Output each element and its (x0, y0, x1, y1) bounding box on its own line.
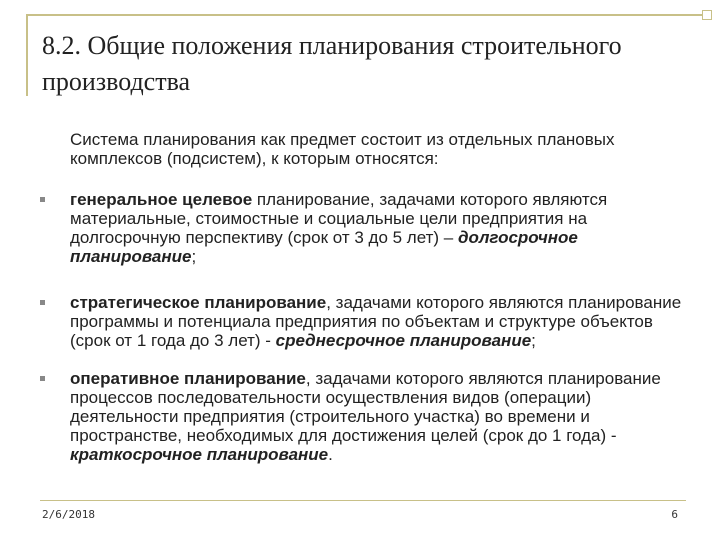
item-term: долгосрочное планирование (70, 228, 578, 266)
footer-date: 2/6/2018 (42, 508, 95, 521)
list-item (40, 190, 690, 266)
bullet-icon (40, 197, 45, 202)
item-text: планирование, задачами которого являются материальные, стоимостные и социальные цели предприятия на долгосрочную перспективу (срок от 3 до 5 лет) – (70, 190, 608, 247)
bullet-icon (40, 376, 45, 381)
item-text: , задачами которого являются планирование программы и потенциала предприятия по объектам и структуре объектов (срок от 1 года до 3 лет) - (70, 293, 682, 350)
footer-divider (40, 500, 686, 501)
item-term: среднесрочное планирование (275, 331, 532, 350)
page-number: 6 (671, 508, 678, 521)
bullet-icon (40, 300, 45, 305)
item-lead: генеральное целевое (70, 190, 253, 209)
item-lead: стратегическое планирование (70, 293, 327, 312)
item-end: ; (191, 247, 197, 266)
list-item (40, 369, 690, 464)
item-end: . (328, 445, 333, 464)
intro-paragraph: Система планирования как предмет состоит из отдельных плановых комплексов (подсистем), к которым относятся: (70, 130, 615, 168)
list-item (40, 293, 690, 350)
item-lead: оперативное планирование (70, 369, 306, 388)
slide-title: 8.2. Общие положения планирования строительного производства (42, 31, 622, 96)
item-end: ; (531, 331, 536, 350)
corner-square-decoration (702, 10, 712, 20)
item-term: краткосрочное планирование (70, 445, 329, 464)
item-text: , задачами которого являются планирование процессов последовательности осуществления видов (операции) деятельности предприятия (строительного участка) во времени и пространстве, необходимых для достижения целей (срок до 1 года) - (70, 369, 661, 445)
